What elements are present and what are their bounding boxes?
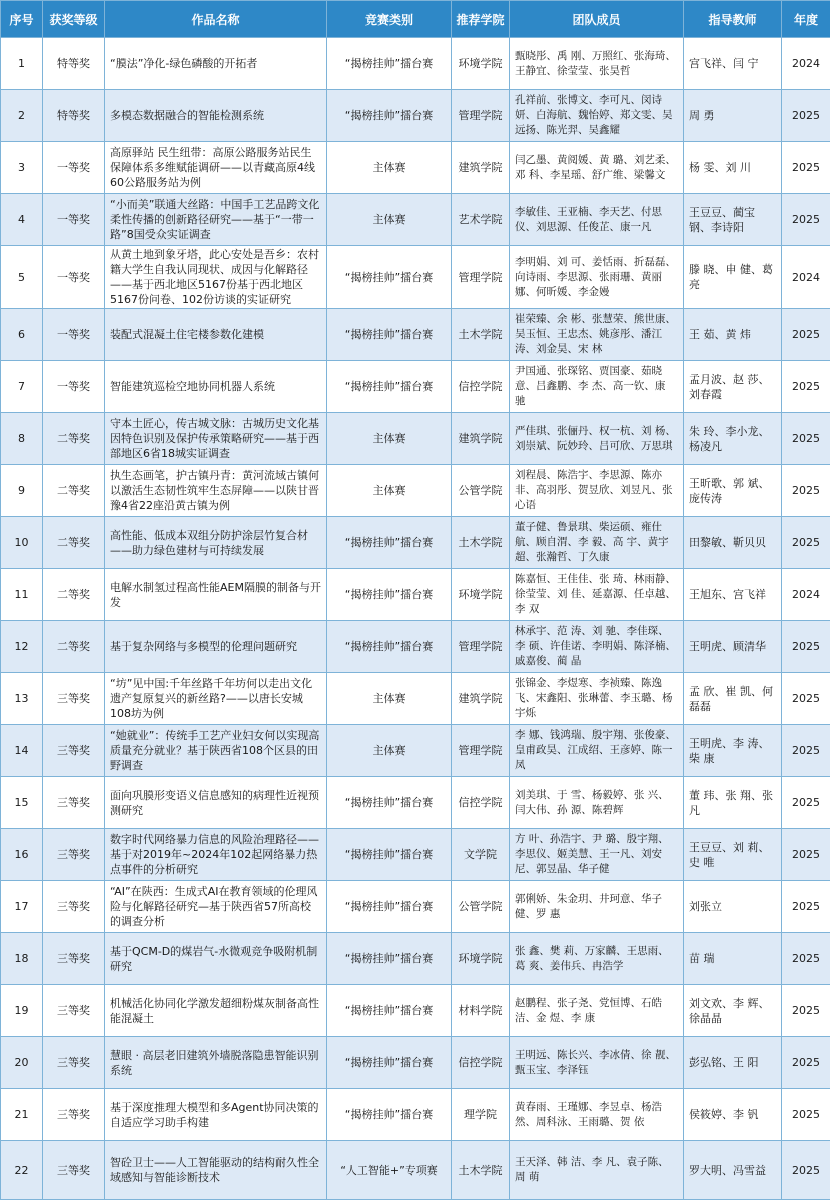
cell-title: 装配式混凝土住宅楼参数化建模 — [105, 309, 327, 361]
cell-year: 2024 — [782, 569, 830, 621]
table-row — [1, 1089, 830, 1141]
cell-category: “揭榜挂帅”擂台赛 — [327, 933, 452, 985]
table-row — [1, 621, 830, 673]
cell-title: 基于深度推理大模型和多Agent协同决策的自适应学习助手构建 — [105, 1089, 327, 1141]
cell-award: 二等奖 — [43, 517, 105, 569]
cell-category: 主体赛 — [327, 465, 452, 517]
cell-title: 电解水制氢过程高性能AEM隔膜的制备与开发 — [105, 569, 327, 621]
cell-college: 公管学院 — [452, 465, 510, 517]
cell-index: 9 — [1, 465, 43, 517]
cell-index: 5 — [1, 246, 43, 309]
cell-category: 主体赛 — [327, 413, 452, 465]
table-row — [1, 985, 830, 1037]
table-row — [1, 413, 830, 465]
cell-college: 土木学院 — [452, 309, 510, 361]
cell-index: 14 — [1, 725, 43, 777]
header-award: 获奖等级 — [43, 1, 105, 38]
cell-college: 管理学院 — [452, 621, 510, 673]
cell-title: 面向巩膜形变语义信息感知的病理性近视预测研究 — [105, 777, 327, 829]
cell-category: “揭榜挂帅”擂台赛 — [327, 985, 452, 1037]
cell-advisor: 王昕歌、郭 斌、庞传涛 — [684, 465, 782, 517]
cell-index: 12 — [1, 621, 43, 673]
cell-year: 2025 — [782, 1089, 830, 1141]
cell-team: 林承宇、范 涛、刘 驰、李佳琛、李 硕、许佳诺、李明娟、陈泽楠、戚嘉俊、蔺 晶 — [510, 621, 684, 673]
cell-index: 22 — [1, 1141, 43, 1200]
cell-title: 智砼卫士——人工智能驱动的结构耐久性全域感知与智能诊断技术 — [105, 1141, 327, 1200]
cell-advisor: 王明虎、李 涛、柴 康 — [684, 725, 782, 777]
cell-category: 主体赛 — [327, 725, 452, 777]
cell-team: 刘美琪、于 雪、杨毅婷、张 兴、闫大伟、孙 源、陈碧辉 — [510, 777, 684, 829]
cell-title: 执生态画笔，护古镇丹青：黄河流域古镇何以激活生态韧性筑牢生态屏障——以陕甘晋豫4省22座沿黄古镇为例 — [105, 465, 327, 517]
cell-team: 甄晓彤、禹 刚、万照红、张海琦、王静宜、徐莹莹、张昊哲 — [510, 38, 684, 90]
cell-index: 1 — [1, 38, 43, 90]
cell-year: 2025 — [782, 725, 830, 777]
cell-index: 17 — [1, 881, 43, 933]
cell-team: 董子健、鲁景琪、柴运硕、雍仕航、顾自渭、李 毅、高 宇、黄宇超、张瀚哲、丁久康 — [510, 517, 684, 569]
cell-advisor: 宫飞祥、闫 宁 — [684, 38, 782, 90]
cell-title: 守本土匠心，传古城文脉：古城历史文化基因特色识别及保护传承策略研究——基于西部地区6省18城实证调查 — [105, 413, 327, 465]
cell-index: 21 — [1, 1089, 43, 1141]
cell-category: “揭榜挂帅”擂台赛 — [327, 881, 452, 933]
cell-year: 2025 — [782, 1141, 830, 1200]
cell-college: 信控学院 — [452, 777, 510, 829]
cell-category: 主体赛 — [327, 142, 452, 194]
table-row — [1, 777, 830, 829]
cell-index: 20 — [1, 1037, 43, 1089]
cell-year: 2025 — [782, 829, 830, 881]
table-row — [1, 829, 830, 881]
cell-year: 2025 — [782, 1037, 830, 1089]
cell-team: 王天泽、韩 洁、李 凡、袁子陈、周 萌 — [510, 1141, 684, 1200]
cell-advisor: 王豆豆、蔺宝钢、李诗阳 — [684, 194, 782, 246]
cell-award: 三等奖 — [43, 985, 105, 1037]
cell-title: 多模态数据融合的智能检测系统 — [105, 90, 327, 142]
cell-year: 2025 — [782, 90, 830, 142]
cell-team: 李明娟、刘 可、姜恬雨、折磊磊、向诗雨、李思源、张雨珊、黄丽娜、何昕媛、李金嫚 — [510, 246, 684, 309]
cell-advisor: 杨 雯、刘 川 — [684, 142, 782, 194]
cell-category: “揭榜挂帅”擂台赛 — [327, 38, 452, 90]
cell-title: 高原驿站 民生纽带：高原公路服务站民生保障体系多维赋能调研——以青藏高原4线60公路服务站为例 — [105, 142, 327, 194]
cell-index: 8 — [1, 413, 43, 465]
cell-year: 2025 — [782, 465, 830, 517]
cell-category: “揭榜挂帅”擂台赛 — [327, 309, 452, 361]
table-body — [1, 38, 830, 1200]
cell-award: 三等奖 — [43, 725, 105, 777]
cell-team: 方 叶、孙浩宇、尹 璐、殷宇翔、李思仪、姬美慧、王一凡、刘安尼、郭昱晶、华子健 — [510, 829, 684, 881]
cell-team: 赵鹏程、张子尧、党恒博、石皓洁、金 煜、李 康 — [510, 985, 684, 1037]
cell-award: 二等奖 — [43, 413, 105, 465]
cell-college: 信控学院 — [452, 361, 510, 413]
cell-category: “揭榜挂帅”擂台赛 — [327, 621, 452, 673]
cell-team: 黄春雨、王瑾娜、李昱卓、杨浩然、周科泳、王雨璐、贺 依 — [510, 1089, 684, 1141]
cell-year: 2025 — [782, 309, 830, 361]
cell-title: 机械活化协同化学激发超细粉煤灰制备高性能混凝土 — [105, 985, 327, 1037]
cell-title: “她就业”：传统手工艺产业妇女何以实现高质量充分就业？基于陕西省108个区县的田野调查 — [105, 725, 327, 777]
cell-year: 2025 — [782, 933, 830, 985]
header-category: 竞赛类别 — [327, 1, 452, 38]
cell-index: 19 — [1, 985, 43, 1037]
cell-college: 材料学院 — [452, 985, 510, 1037]
cell-category: “揭榜挂帅”擂台赛 — [327, 569, 452, 621]
cell-college: 管理学院 — [452, 725, 510, 777]
cell-index: 10 — [1, 517, 43, 569]
cell-title: “坊”见中国:千年丝路千年坊何以走出文化遗产复原复兴的新丝路?——以唐长安城108坊为例 — [105, 673, 327, 725]
cell-team: 孔祥前、张博文、李可凡、闵诗妍、白海航、魏怡婷、郑文雯、吴远扬、陈光羿、吴鑫耀 — [510, 90, 684, 142]
cell-award: 一等奖 — [43, 194, 105, 246]
cell-advisor: 孟月波、赵 莎、刘春霞 — [684, 361, 782, 413]
cell-team: 严佳琪、张俪丹、权一杭、刘 杨、刘崇斌、阮妙玲、吕可欣、万思琪 — [510, 413, 684, 465]
table-row — [1, 465, 830, 517]
table-row — [1, 673, 830, 725]
header-team: 团队成员 — [510, 1, 684, 38]
cell-college: 文学院 — [452, 829, 510, 881]
cell-advisor: 侯筱婷、李 钒 — [684, 1089, 782, 1141]
cell-college: 土木学院 — [452, 517, 510, 569]
cell-college: 信控学院 — [452, 1037, 510, 1089]
cell-award: 三等奖 — [43, 777, 105, 829]
table-row — [1, 1037, 830, 1089]
table-row — [1, 246, 830, 309]
cell-team: 张 鑫、樊 莉、万家麟、王思雨、葛 爽、姜伟兵、冉浩学 — [510, 933, 684, 985]
cell-year: 2025 — [782, 142, 830, 194]
cell-advisor: 滕 晓、申 健、葛 亮 — [684, 246, 782, 309]
cell-team: 李 娜、钱鸿瑞、殷宇翔、张俊豪、皇甫政昊、江成绍、王彦婷、陈一凤 — [510, 725, 684, 777]
cell-index: 7 — [1, 361, 43, 413]
cell-advisor: 周 勇 — [684, 90, 782, 142]
table-row — [1, 194, 830, 246]
cell-college: 环境学院 — [452, 38, 510, 90]
cell-year: 2025 — [782, 621, 830, 673]
cell-award: 一等奖 — [43, 246, 105, 309]
cell-title: 智能建筑巡检空地协同机器人系统 — [105, 361, 327, 413]
cell-advisor: 王旭东、宫飞祥 — [684, 569, 782, 621]
cell-team: 王明远、陈长兴、李冰倩、徐 靓、甄玉宝、李泽钰 — [510, 1037, 684, 1089]
cell-year: 2025 — [782, 777, 830, 829]
cell-category: “揭榜挂帅”擂台赛 — [327, 246, 452, 309]
cell-title: “AI”在陕西：生成式AI在教育领域的伦理风险与化解路径研究—基于陕西省57所高校的调查分析 — [105, 881, 327, 933]
table-row — [1, 309, 830, 361]
header-title: 作品名称 — [105, 1, 327, 38]
table-row — [1, 933, 830, 985]
cell-advisor: 王明虎、顾清华 — [684, 621, 782, 673]
cell-team: 崔荣臻、余 彬、张慧荣、熊世康、吴玉恒、王忠杰、姚彦彤、潘江涛、刘金昊、宋 林 — [510, 309, 684, 361]
cell-award: 二等奖 — [43, 569, 105, 621]
cell-year: 2025 — [782, 881, 830, 933]
cell-index: 16 — [1, 829, 43, 881]
cell-category: “揭榜挂帅”擂台赛 — [327, 1037, 452, 1089]
cell-year: 2025 — [782, 194, 830, 246]
cell-index: 6 — [1, 309, 43, 361]
cell-award: 三等奖 — [43, 1037, 105, 1089]
cell-award: 二等奖 — [43, 621, 105, 673]
cell-college: 土木学院 — [452, 1141, 510, 1200]
cell-advisor: 罗大明、冯雪益 — [684, 1141, 782, 1200]
table-row — [1, 569, 830, 621]
cell-index: 4 — [1, 194, 43, 246]
cell-award: 一等奖 — [43, 361, 105, 413]
cell-team: 李敏佳、王亚楠、李天艺、付思仪、刘思源、任俊芷、康一凡 — [510, 194, 684, 246]
header-index: 序号 — [1, 1, 43, 38]
cell-college: 建筑学院 — [452, 673, 510, 725]
cell-award: 三等奖 — [43, 933, 105, 985]
cell-title: 基于复杂网络与多模型的伦理问题研究 — [105, 621, 327, 673]
cell-college: 管理学院 — [452, 90, 510, 142]
cell-advisor: 苗 瑞 — [684, 933, 782, 985]
cell-title: 基于QCM-D的煤岩气-水微观竞争吸附机制研究 — [105, 933, 327, 985]
cell-category: 主体赛 — [327, 194, 452, 246]
cell-category: “揭榜挂帅”擂台赛 — [327, 829, 452, 881]
cell-title: “小而美”联通大丝路：中国手工艺品跨文化柔性传播的创新路径研究——基于“一带一路”8国受众实证调查 — [105, 194, 327, 246]
cell-year: 2025 — [782, 413, 830, 465]
cell-team: 闫乙墨、黄阅媛、黄 璐、刘艺柔、邓 科、李星瑶、舒广维、梁馨文 — [510, 142, 684, 194]
cell-year: 2025 — [782, 673, 830, 725]
cell-college: 建筑学院 — [452, 413, 510, 465]
cell-index: 2 — [1, 90, 43, 142]
header-advisor: 指导教师 — [684, 1, 782, 38]
cell-college: 理学院 — [452, 1089, 510, 1141]
cell-category: “人工智能+”专项赛 — [327, 1141, 452, 1200]
header-row — [1, 1, 830, 38]
cell-college: 环境学院 — [452, 569, 510, 621]
cell-college: 艺术学院 — [452, 194, 510, 246]
cell-award: 二等奖 — [43, 465, 105, 517]
cell-award: 三等奖 — [43, 1141, 105, 1200]
cell-advisor: 彭弘铭、王 阳 — [684, 1037, 782, 1089]
cell-advisor: 王豆豆、刘 莉、史 唯 — [684, 829, 782, 881]
cell-team: 刘程晨、陈浩宇、李思源、陈亦非、高羽彤、贺昱欣、刘昱凡、张心语 — [510, 465, 684, 517]
cell-title: 从黄土地到象牙塔，此心安处是吾乡：农村籍大学生自我认同现状、成因与化解路径——基于西北地区5167份基于西北地区5167份问卷、102份访谈的实证研究 — [105, 246, 327, 309]
cell-advisor: 田黎敏、靳贝贝 — [684, 517, 782, 569]
cell-advisor: 刘文欢、李 辉、徐晶晶 — [684, 985, 782, 1037]
cell-title: 高性能、低成本双组分防护涂层竹复合材——助力绿色建材与可持续发展 — [105, 517, 327, 569]
table-row — [1, 361, 830, 413]
cell-award: 三等奖 — [43, 881, 105, 933]
cell-year: 2025 — [782, 517, 830, 569]
cell-award: 一等奖 — [43, 142, 105, 194]
cell-year: 2025 — [782, 985, 830, 1037]
cell-category: “揭榜挂帅”擂台赛 — [327, 90, 452, 142]
cell-index: 11 — [1, 569, 43, 621]
cell-title: 数字时代网络暴力信息的风险治理路径——基于对2019年~2024年102起网络暴力热点事件的分析研究 — [105, 829, 327, 881]
cell-advisor: 刘张立 — [684, 881, 782, 933]
cell-category: “揭榜挂帅”擂台赛 — [327, 1089, 452, 1141]
cell-advisor: 孟 欣、崔 凯、何磊磊 — [684, 673, 782, 725]
cell-category: “揭榜挂帅”擂台赛 — [327, 517, 452, 569]
cell-index: 13 — [1, 673, 43, 725]
table-row — [1, 90, 830, 142]
cell-college: 公管学院 — [452, 881, 510, 933]
cell-team: 郭俐娇、朱金玥、井珂意、华子健、罗 惠 — [510, 881, 684, 933]
cell-award: 一等奖 — [43, 309, 105, 361]
cell-college: 建筑学院 — [452, 142, 510, 194]
cell-index: 3 — [1, 142, 43, 194]
cell-award: 三等奖 — [43, 1089, 105, 1141]
cell-award: 三等奖 — [43, 673, 105, 725]
table-row — [1, 881, 830, 933]
cell-index: 15 — [1, 777, 43, 829]
cell-award: 特等奖 — [43, 90, 105, 142]
table-row — [1, 142, 830, 194]
cell-year: 2024 — [782, 38, 830, 90]
cell-team: 张锦金、李煜寒、李祯臻、陈逸飞、宋鑫阳、张琳蕾、李玉璐、杨宇烁 — [510, 673, 684, 725]
cell-college: 管理学院 — [452, 246, 510, 309]
cell-year: 2024 — [782, 246, 830, 309]
table-row — [1, 725, 830, 777]
cell-title: 慧眼 · 高层老旧建筑外墙脱落隐患智能识别系统 — [105, 1037, 327, 1089]
cell-advisor: 董 玮、张 翔、张 凡 — [684, 777, 782, 829]
cell-award: 三等奖 — [43, 829, 105, 881]
cell-category: “揭榜挂帅”擂台赛 — [327, 361, 452, 413]
cell-team: 陈嘉恒、王佳佳、张 琦、林雨静、徐莹莹、刘 佳、延嘉源、任卓越、李 双 — [510, 569, 684, 621]
cell-title: “膜法”净化-绿色磷酸的开拓者 — [105, 38, 327, 90]
cell-year: 2025 — [782, 361, 830, 413]
cell-category: “揭榜挂帅”擂台赛 — [327, 777, 452, 829]
table-row — [1, 38, 830, 90]
cell-advisor: 王 茹、黄 炜 — [684, 309, 782, 361]
cell-award: 特等奖 — [43, 38, 105, 90]
cell-team: 尹国通、张琛铭、贾国豪、茹晓意、吕鑫鹏、李 杰、高一钦、康 驰 — [510, 361, 684, 413]
cell-index: 18 — [1, 933, 43, 985]
table-row — [1, 517, 830, 569]
table-row — [1, 1141, 830, 1200]
header-college: 推荐学院 — [452, 1, 510, 38]
cell-category: 主体赛 — [327, 673, 452, 725]
cell-college: 环境学院 — [452, 933, 510, 985]
cell-advisor: 朱 玲、李小龙、杨凌凡 — [684, 413, 782, 465]
header-year: 年度 — [782, 1, 830, 38]
